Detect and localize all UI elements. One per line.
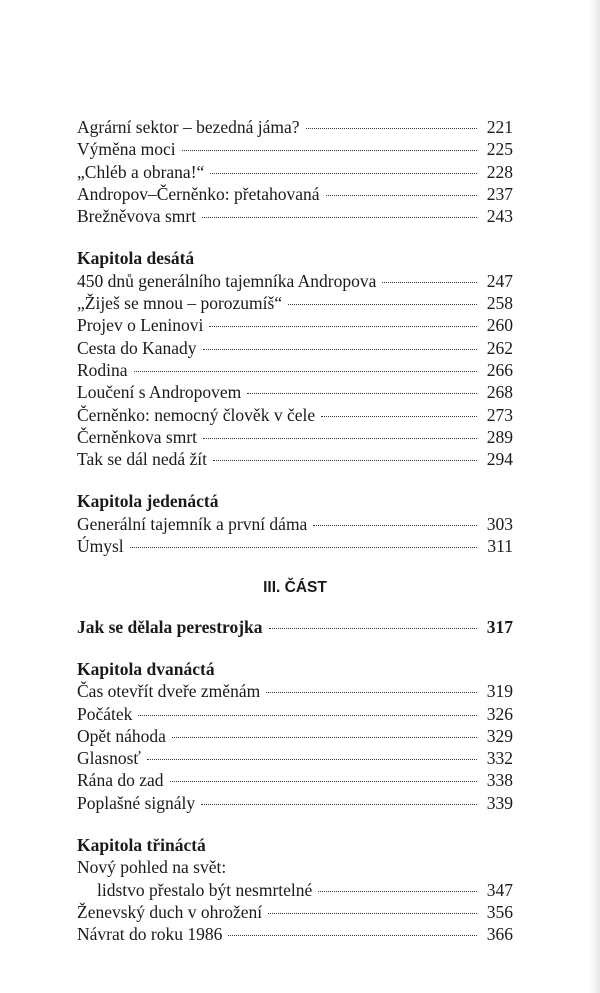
- dot-leader: [247, 393, 477, 394]
- dot-leader: [201, 804, 477, 805]
- toc-entry: [77, 448, 513, 470]
- toc-entry-title: Čas otevřít dveře změnám: [77, 681, 261, 702]
- dot-leader: [202, 217, 477, 218]
- dot-leader: [268, 913, 477, 914]
- toc-entry: [77, 337, 513, 359]
- dot-leader: [138, 715, 477, 716]
- toc-entry-title: Ženevský duch v ohrožení: [77, 901, 263, 922]
- toc-part-entry: [77, 616, 513, 638]
- toc-chapter-13: [77, 834, 513, 945]
- toc-entry-title: Rána do zad: [77, 770, 164, 791]
- chapter-heading: Kapitola jedenáctá: [77, 491, 219, 512]
- toc-entry-title: „Chléb a obrana!“: [77, 161, 205, 182]
- dot-leader: [266, 692, 477, 693]
- toc-entry-title: Loučení s Andropovem: [77, 382, 242, 403]
- toc-part-3: [77, 577, 513, 638]
- toc-entry-title: Glasnosť: [77, 748, 141, 769]
- toc-entry-page: 319: [486, 681, 513, 702]
- toc-entry-title: Černěnko: nemocný člověk v čele: [77, 404, 316, 425]
- dot-leader: [228, 935, 477, 936]
- toc-entry: [77, 792, 513, 814]
- toc-entry-page: 237: [486, 183, 513, 204]
- toc-entry-title: Nový pohled na svět:: [77, 857, 227, 878]
- toc-entry-title: 450 dnů generálního tajemníka Andropova: [77, 270, 377, 291]
- toc-entry-title: Projev o Leninovi: [77, 315, 204, 336]
- toc-entry-page: 329: [486, 725, 513, 746]
- dot-leader: [130, 547, 477, 548]
- dot-leader: [203, 438, 477, 439]
- toc-entry: [77, 205, 513, 227]
- chapter-heading: Kapitola dvanáctá: [77, 658, 215, 679]
- spacer: [77, 227, 513, 247]
- toc-entry: [77, 901, 513, 923]
- chapter-heading: Kapitola třináctá: [77, 835, 206, 856]
- dot-leader: [313, 525, 477, 526]
- toc-chapter-10: [77, 247, 513, 470]
- dot-leader: [147, 759, 477, 760]
- toc-entry-title: Andropov–Černěnko: přetahovaná: [77, 183, 320, 204]
- toc-entry-page: 366: [486, 924, 513, 945]
- part-label: III. ČÁST: [263, 579, 327, 597]
- dot-leader: [203, 349, 477, 350]
- toc-entry-title: Agrární sektor – bezedná jáma?: [77, 117, 300, 137]
- dot-leader: [326, 195, 478, 196]
- toc-entry-page: 311: [487, 536, 513, 557]
- toc-entry-title: Brežněvova smrt: [77, 206, 197, 227]
- toc-entry: [77, 747, 513, 769]
- toc-entry: [77, 513, 513, 535]
- dot-leader: [182, 150, 477, 151]
- toc-entry: [77, 703, 513, 725]
- toc-entry: [77, 879, 513, 901]
- toc-entry-title: Počátek: [77, 703, 133, 724]
- toc-entry: [77, 725, 513, 747]
- dot-leader: [170, 781, 478, 782]
- toc-entry-title: Černěnkova smrt: [77, 426, 198, 447]
- toc-entry-page: 338: [486, 770, 513, 791]
- toc-entry: [77, 116, 513, 138]
- toc-entry: [77, 923, 513, 945]
- toc-entry-first-line: [77, 856, 513, 878]
- toc-entry: [77, 535, 513, 557]
- dot-leader: [382, 282, 477, 283]
- toc-entry-page: 225: [486, 139, 513, 160]
- dot-leader: [306, 128, 477, 129]
- toc-entry-title-continued: lidstvo přestalo být nesmrtelné: [97, 879, 313, 900]
- toc-entry-title: Opět náhoda: [77, 725, 166, 746]
- toc-part-page: 317: [486, 616, 513, 637]
- toc-entry-page: 268: [486, 382, 513, 403]
- dot-leader: [321, 416, 477, 417]
- dot-leader: [213, 460, 477, 461]
- toc-entry-page: 326: [486, 703, 513, 724]
- toc-entry: [77, 183, 513, 205]
- toc-group-continued: [77, 116, 513, 227]
- spacer: [77, 557, 513, 577]
- toc-entry: [77, 404, 513, 426]
- dot-leader: [210, 173, 477, 174]
- toc-entry: [77, 381, 513, 403]
- toc-entry-title: Generální tajemník a první dáma: [77, 513, 308, 534]
- spacer: [77, 638, 513, 658]
- dot-leader: [269, 628, 477, 629]
- page-edge-shadow: [588, 0, 600, 993]
- dot-leader: [209, 326, 477, 327]
- toc-entry-page: 221: [486, 117, 513, 137]
- toc-entry-page: 294: [486, 449, 513, 470]
- toc-entry: [77, 292, 513, 314]
- spacer: [77, 600, 513, 616]
- toc-entry-page: 303: [486, 513, 513, 534]
- toc-chapter-11: [77, 490, 513, 557]
- toc-entry: [77, 314, 513, 336]
- toc-entry-page: 339: [486, 792, 513, 813]
- toc-part-title: Jak se dělala perestrojka: [77, 616, 263, 637]
- toc-entry-page: 347: [486, 879, 513, 900]
- toc-entry-page: 247: [486, 270, 513, 291]
- toc-entry-page: 266: [486, 359, 513, 380]
- toc-entry-page: 262: [486, 337, 513, 358]
- toc-entry: [77, 680, 513, 702]
- toc-entry: [77, 161, 513, 183]
- toc-entry-page: 289: [486, 426, 513, 447]
- toc-entry-page: 260: [486, 315, 513, 336]
- toc-chapter-12: [77, 658, 513, 814]
- toc-entry-title: Výměna moci: [77, 139, 176, 160]
- table-of-contents: [77, 116, 513, 946]
- toc-entry: [77, 270, 513, 292]
- dot-leader: [134, 371, 477, 372]
- toc-entry-page: 273: [486, 404, 513, 425]
- toc-entry: [77, 426, 513, 448]
- toc-entry-title: Poplašné signály: [77, 792, 196, 813]
- chapter-heading: Kapitola desátá: [77, 248, 195, 269]
- dot-leader: [318, 891, 477, 892]
- dot-leader: [172, 737, 477, 738]
- toc-entry: [77, 769, 513, 791]
- toc-entry-title: Návrat do roku 1986: [77, 924, 223, 945]
- toc-entry-title: Úmysl: [77, 536, 124, 557]
- toc-entry-title: Rodina: [77, 359, 128, 380]
- toc-entry-title: Tak se dál nedá žít: [77, 449, 207, 470]
- spacer: [77, 814, 513, 834]
- toc-entry-page: 332: [486, 748, 513, 769]
- toc-entry-page: 258: [486, 293, 513, 314]
- toc-entry: [77, 359, 513, 381]
- toc-entry-page: 243: [486, 206, 513, 227]
- toc-entry-title: „Žiješ se mnou – porozumíš“: [77, 293, 283, 314]
- toc-entry-title: Cesta do Kanady: [77, 337, 197, 358]
- toc-entry-page: 228: [486, 161, 513, 182]
- toc-entry: [77, 138, 513, 160]
- dot-leader: [288, 304, 477, 305]
- toc-entry-page: 356: [486, 901, 513, 922]
- spacer: [77, 470, 513, 490]
